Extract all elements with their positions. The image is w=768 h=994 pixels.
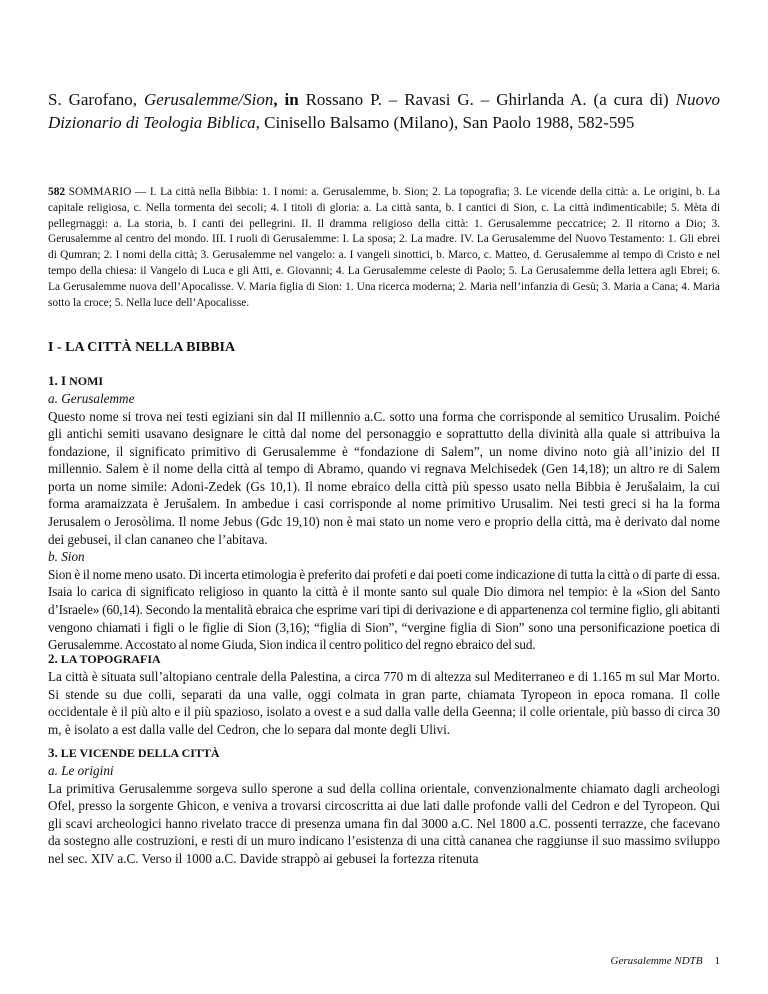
citation-author: S. Garofano,: [48, 90, 138, 109]
summary-label: SOMMARIO: [68, 186, 132, 198]
subheading-gerusalemme: a. Gerusalemme: [48, 391, 135, 406]
heading-topografia: 2. LA TOPOGRAFIA: [48, 651, 161, 666]
subheading-origini: a. Le origini: [48, 763, 114, 778]
citation-in: , in: [273, 90, 299, 109]
bibliographic-citation: [48, 88, 720, 134]
heading-vicende: 3. LE VICENDE DELLA CITTÀ: [48, 745, 220, 760]
paragraph-gerusalemme: Questo nome si trova nei testi egiziani sin dal II millennio a.C. sotto una forma che corrisponde al semitico Urusalim. Poiché gli antichi semiti usavano designare le città dal nome del personaggio e soprattutto della divinità alla quale si attribuiva la fondazione, il significato primitivo di Gerusalemme è “fondazione di Salem”, un nome divino noto già all’inizio del II millennio. Salem è il nome della città al tempo di Abramo, quando vi regnava Melchisedek (Gen 14,18); un altro re di Salem porta un nome simile: Adoni-Zedek (Gs 10,1). Il nome ebraico della città più spesso usato nella Bibbia è Jerušalaim, la cui forma aramaizzata è Jerušalem. In ambedue i casi corrisponde al nome primitivo Urusalim. Nei testi greci si ha la forma Jerusalem o Jerosòlima. Il nome Jebus (Gdc 19,10) non è mai stato un nome vero e proprio della città, ma è derivato dal nome dei gebusei, il clan cananeo che l’abitava.: [48, 408, 720, 547]
paragraph-sion: Sion è il nome meno usato. Di incerta etimologia è preferito dai profeti e dai poeti come indicazione di tutta la città o di parte di essa. Isaia lo carica di significato religioso in quanto la città è il monte santo sul quale Dio dimora nel tempio: è la «Sion del Santo d’Israele» (60,14). Secondo la mentalità ebraica che esprime vari tipi di derivazione e di appartenenza col termine figlio, gli abitanti vengono chiamati i figli o le figlie di Sion (3,16); “figlia di Sion”, “vergine figlia di Sion” sono una personificazione poetica di Gerusalemme. Accostato al nome Giuda, Sion indica il centro politico del regno ebraico del sud.: [48, 566, 720, 653]
section-topografia: [48, 650, 720, 738]
subheading-sion: b. Sion: [48, 549, 85, 565]
page-footer: [611, 955, 720, 967]
page-number: 1: [714, 955, 720, 967]
citation-work: Nuovo Dizionario di Teologia Biblica: [48, 90, 720, 132]
citation-publisher: , Cinisello Balsamo (Milano), San Paolo 1988, 582-595: [255, 113, 635, 132]
paragraph-origini: La primitiva Gerusalemme sorgeva sullo sperone a sud della collina orientale, convenzionalmente chiamato dagli archeologi Ofel, presso la sorgente Ghicon, e veniva a trovarsi circoscritta ai due lati dalle profonde valli del Cedron e del Tyropeon. Qui gli scavi archeologici hanno rivelato tracce di presenza umana fin dal 3000 a.C. Nel 1800 a.C. possenti terrazze, che facevano da sostegno alle costruzioni, e resti di un muro indicano l’esistenza di una città cananea che raggiunse il suo massimo sviluppo nel sec. XIV a.C. Verso il 1000 a.C. Davide strappò ai gebusei la fortezza ritenuta: [48, 780, 720, 866]
section-title: I - LA CITTÀ NELLA BIBBIA: [48, 340, 236, 355]
summary-paragraph: [48, 185, 720, 311]
paragraph-topografia: La città è situata sull’altopiano centrale della Palestina, a circa 770 m di altezza sul Mediterraneo e di 1.165 m sul Mar Morto. Si stende su due colli, separati da una valle, oggi colmata in gran parte, chiamata Tyropeon in epoca romana. Il colle occidentale è il più alto e il più spazioso, isolato a ovest e a sud dalla valle della Geenna; il colle orientale, più basso di circa 30 m, è isolato a est dalla valle del Cedron, che lo separa dal monte degli Ulivi.: [48, 669, 720, 737]
running-title: Gerusalemme NDTB: [610, 955, 703, 967]
citation-editors: Rossano P. – Ravasi G. – Ghirlanda A. (a cura di): [305, 90, 669, 109]
heading-nomi: 1. I NOMI: [48, 373, 104, 388]
section-vicende: [48, 744, 720, 867]
summary-text: — I. La città nella Bibbia: 1. I nomi: a. Gerusalemme, b. Sion; 2. La topografia; 3. Le vicende della città: a. Le origini, b. La capitale religiosa, c. Nella tormenta dei secoli; 4. I titoli di gloria: a. La città santa, b. I cantici di Sion, c. La città indimenticabile; 5. Mèta di pellegrnaggi: a. La storia, b. I canti dei pellegrini. II. Il dramma religioso della città: 1. Gerusalemme peccatrice; 2. Il ritorno a Dio; 3. Gerusalemme al centro del mondo. III. I ruoli di Gerusalemme: I. La sposa; 2. La madre. IV. La Gerusalemme del Nuovo Testamento: 1. Gli ebrei di Qumran; 2. I nomi della città; 3. Gerusalemme nel vangelo: a. I vangeli sinottici, b. Marco, c. Matteo, d. Gerusalemme al tempo di Cristo e nel tempo della chiesa: il Vangelo di Luca e gli Atti, e. Giovanni; 4. La Gerusalemme celeste di Paolo; 5. La Gerusalemme della lettera agli Ebrei; 6. La Gerusalemme nuova dell’Apocalisse. V. Maria figlia di Sion: 1. Una ricerca moderna; 2. Maria nell’infanzia di Gesù; 3. Maria a Cana; 4. Maria sotto la croce; 5. Nella luce dell’Apocalisse.: [48, 186, 721, 309]
section-nomi: [48, 372, 720, 654]
original-page-number: 582: [48, 186, 66, 198]
citation-title: Gerusalemme/Sion: [143, 90, 274, 109]
